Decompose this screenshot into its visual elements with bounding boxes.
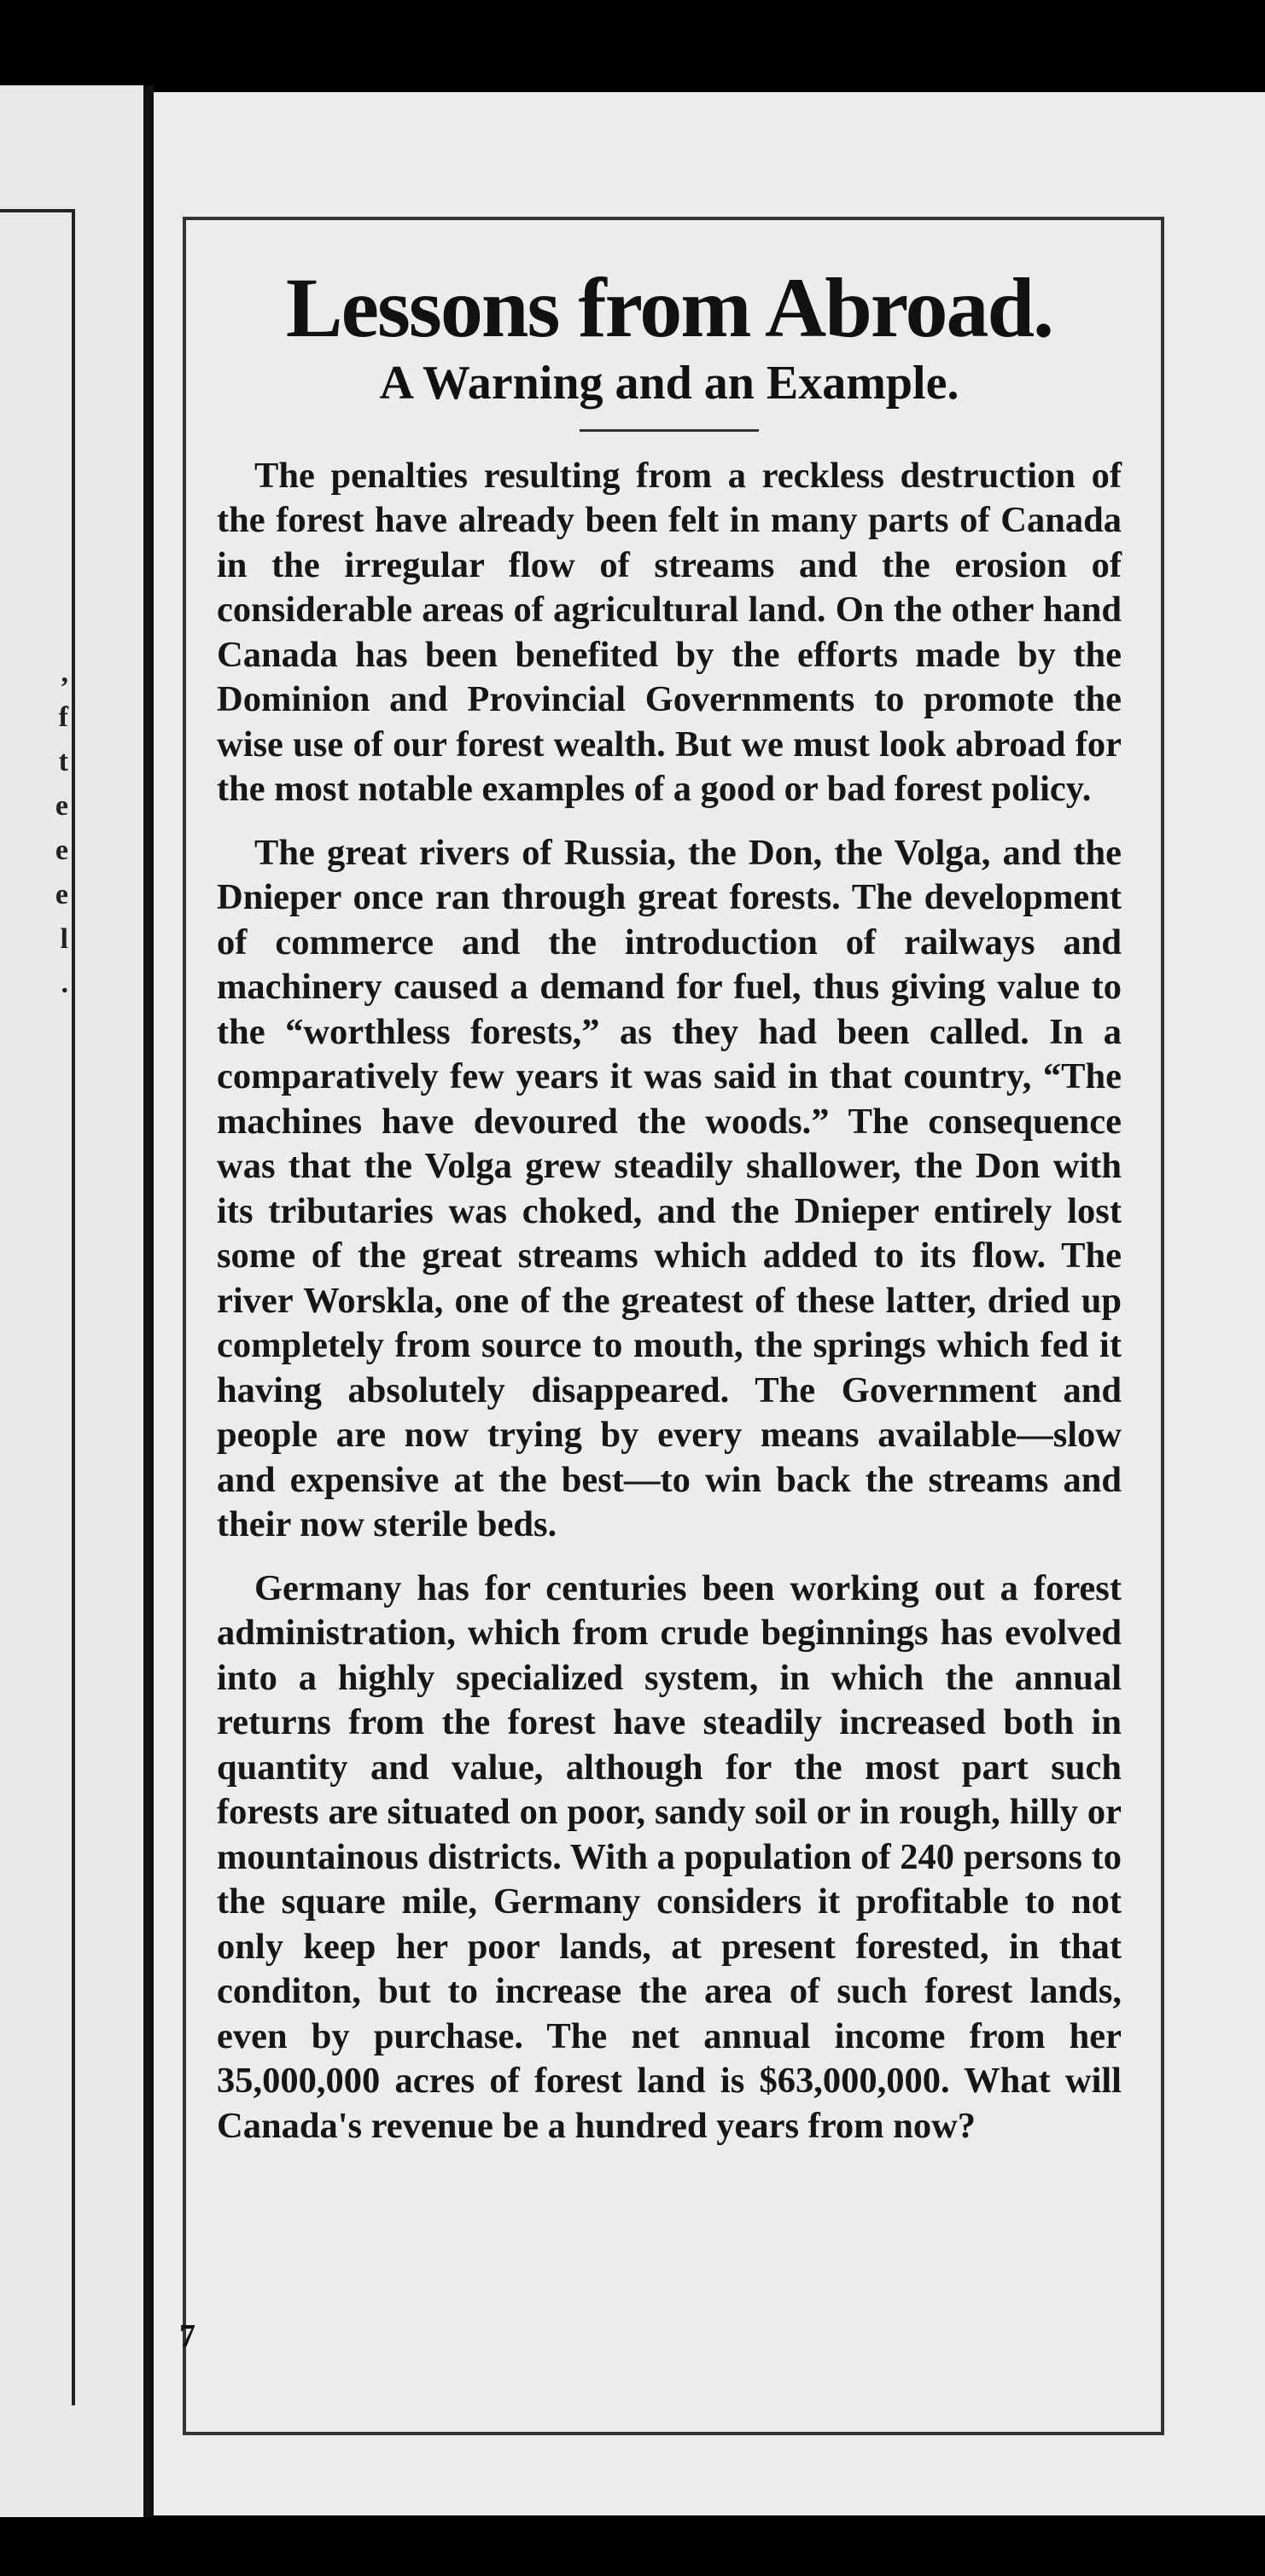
page-number: 7 — [179, 2318, 195, 2354]
line-ending: e — [55, 834, 68, 866]
line-ending: . — [61, 968, 68, 999]
title-divider — [580, 429, 759, 432]
line-ending: e — [55, 879, 68, 910]
previous-page-frame — [0, 209, 75, 2405]
line-ending: t — [58, 746, 68, 777]
line-ending: e — [55, 790, 68, 822]
line-ending: l — [60, 923, 68, 955]
paragraph-canada: The penalties resulting from a reckless destruction of the forest have already been felt in many parts of Canada in the irregular flow of streams and the erosion of considerable areas of agricultural land. On the other hand Canada has been benefited by the efforts made by the Dominion and Provincial Governments to promote the wise use of our forest wealth. But we must look abroad for the most notable examples of a good or bad forest policy. — [217, 455, 1122, 810]
article-title: Lessons from Abroad. — [285, 260, 1053, 355]
page — [154, 92, 1265, 2515]
article-subtitle: A Warning and an Example. — [379, 357, 959, 410]
article — [217, 260, 1122, 2167]
previous-page-edge — [0, 85, 143, 2517]
paragraph-russia: The great rivers of Russia, the Don, the Volga, and the Dnieper once ran through great forests. The development of commerce and the introduction of railways and machinery caused a demand for fuel, thus giving value to the “worthless forests,” as they had been called. In a comparatively few years it was said in that country, “The machines have devoured the woods.” The consequence was that the Volga grew steadily shallower, the Don with its tributaries was choked, and the Dnieper entirely lost some of the great streams which added to its flow. The river Worskla, one of the greatest of these latter, dried up completely from source to mouth, the springs which fed it having absolutely disappeared. The Government and people are now trying by every means available—slow and expensive at the best—to win back the streams and their now sterile beds. — [217, 832, 1122, 1545]
paragraph-germany: Germany has for centuries been working out a forest administration, which from crude beginnings has evolved into a highly specialized system, in which the annual returns from the forest have steadily increased both in quantity and value, although for the most part such forests are situated on poor, sandy soil or in rough, hilly or mountainous districts. With a population of 240 persons to the square mile, Germany considers it profitable to not only keep her poor lands, at present forested, in that conditon, but to increase the area of such forest lands, even by purchase. The net annual income from her 35,000,000 acres of forest land is $63,000,000. What will Canada's revenue be a hundred years from now? — [217, 1567, 1122, 2146]
book-gutter — [143, 85, 154, 2517]
line-ending: f — [58, 701, 68, 733]
line-ending: , — [61, 657, 68, 689]
